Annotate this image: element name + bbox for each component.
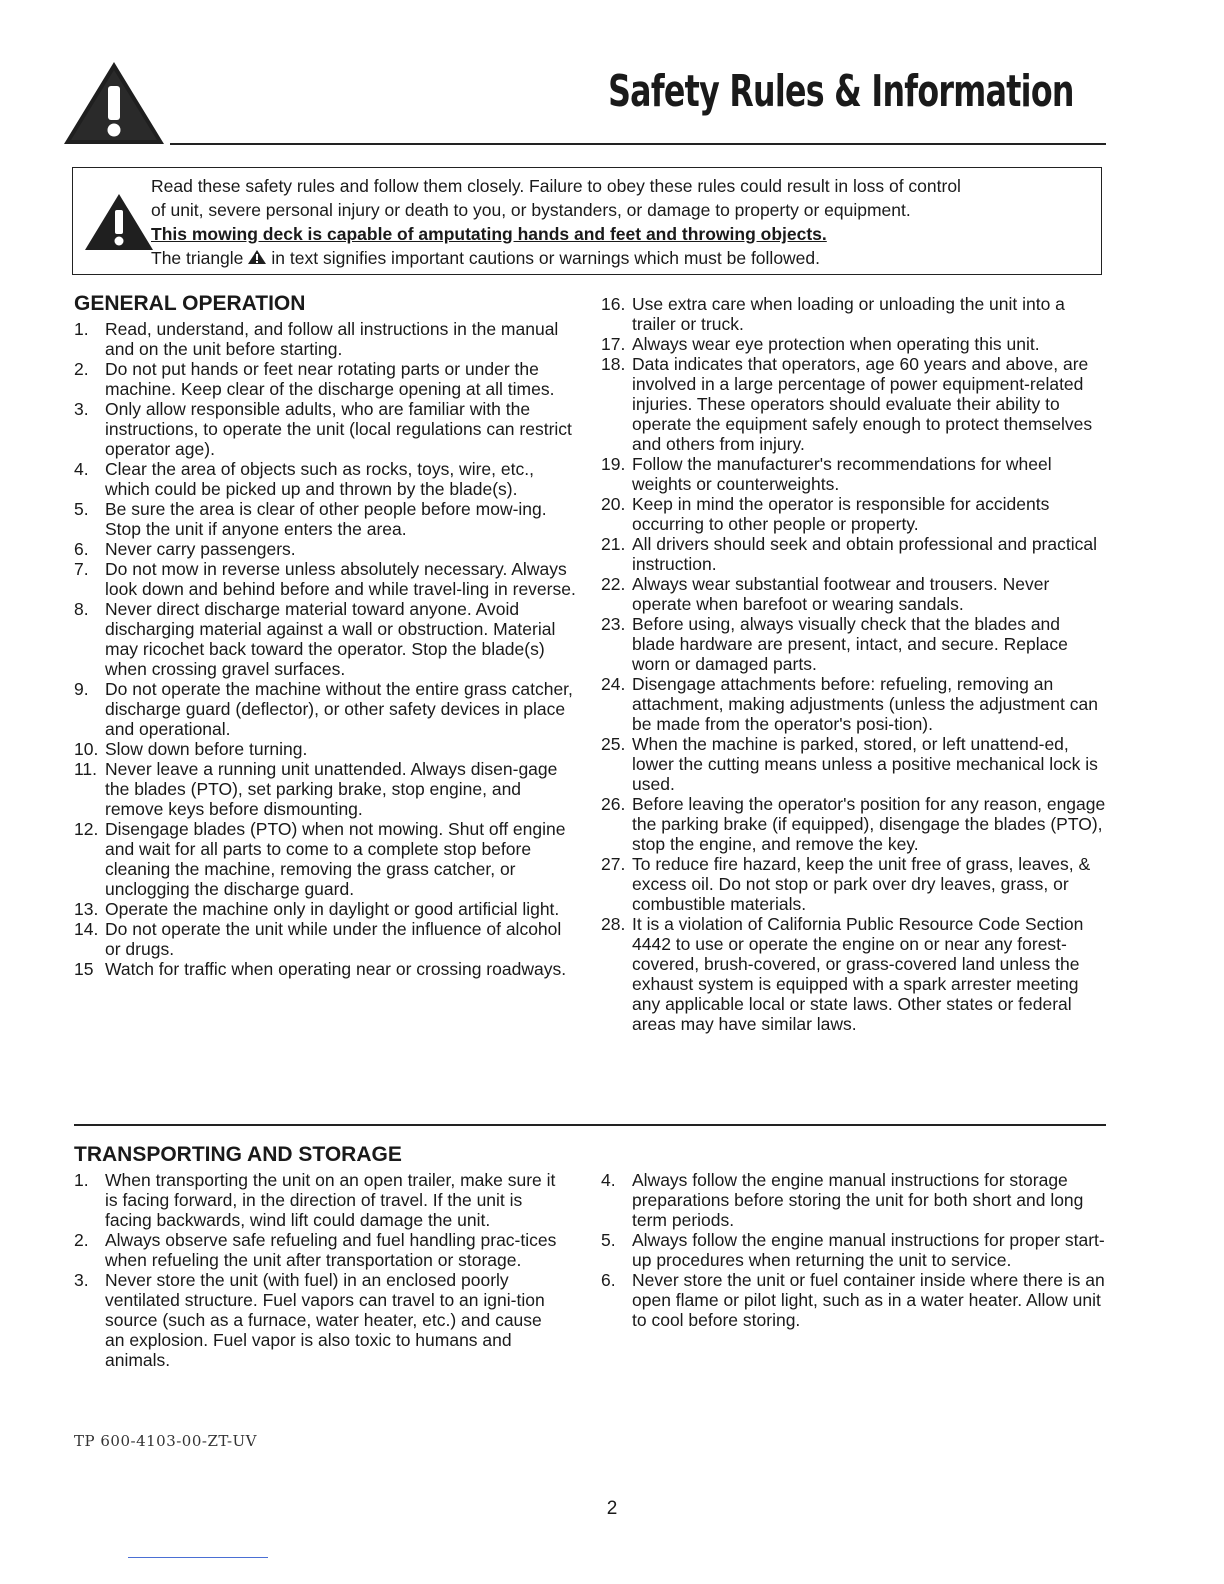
rules-list	[74, 1170, 564, 1370]
item-text: Always follow the engine manual instructions for storage preparations before storing the unit for both short and long term periods.	[632, 1170, 1084, 1230]
item-number: 22.	[601, 574, 626, 594]
item-number: 11.	[74, 759, 98, 779]
item-text: Read, understand, and follow all instructions in the manual and on the unit before starting.	[105, 319, 559, 359]
item-number: 24.	[601, 674, 626, 694]
item-number: 4.	[601, 1170, 616, 1190]
list-item	[74, 1170, 564, 1230]
item-number: 28.	[601, 914, 626, 934]
list-item	[601, 1170, 1107, 1230]
item-number: 7.	[74, 559, 89, 579]
item-text: Operate the machine only in daylight or good artificial light.	[105, 899, 560, 919]
list-item	[601, 1270, 1107, 1330]
list-item	[601, 334, 1107, 354]
triangle-legend	[151, 246, 1091, 270]
item-number: 9.	[74, 679, 89, 699]
list-item	[74, 459, 576, 499]
item-text: Do not mow in reverse unless absolutely necessary. Always look down and behind before and while travel-ling in reverse.	[105, 559, 576, 599]
transporting-storage-heading: TRANSPORTING AND STORAGE	[74, 1143, 402, 1166]
list-item	[601, 674, 1107, 734]
item-number: 25.	[601, 734, 626, 754]
list-item	[74, 819, 576, 899]
item-number: 26.	[601, 794, 626, 814]
page-title: Safety Rules & Information	[608, 66, 1074, 117]
item-text: Follow the manufacturer's recommendations for wheel weights or counterweights.	[632, 454, 1052, 494]
list-item	[601, 734, 1107, 794]
item-text: Always wear eye protection when operating this unit.	[632, 334, 1040, 354]
item-number: 14.	[74, 919, 99, 939]
rules-list	[601, 294, 1107, 1034]
amputation-warning: This mowing deck is capable of amputating hands and feet and throwing objects.	[151, 224, 827, 244]
item-text: Do not operate the unit while under the influence of alcohol or drugs.	[105, 919, 562, 959]
warning-line: of unit, severe personal injury or death to you, or bystanders, or damage to property or equipment.	[151, 200, 911, 220]
list-item	[74, 599, 576, 679]
item-text: Never store the unit or fuel container inside where there is an open flame or pilot light, such as in a water heater. Allow unit to cool before storing.	[632, 1270, 1105, 1330]
list-item	[601, 614, 1107, 674]
rules-list	[601, 1170, 1107, 1330]
item-number: 19.	[601, 454, 626, 474]
item-number: 13.	[74, 899, 99, 919]
item-text: Be sure the area is clear of other people before mow-ing. Stop the unit if anyone enters the area.	[105, 499, 547, 539]
item-text: Never store the unit (with fuel) in an enclosed poorly ventilated structure. Fuel vapors can travel to an igni-tion source (such as a furnace, water heater, etc.) and cause an explosion. Fuel vapor is also toxic to humans and animals.	[105, 1270, 545, 1370]
page-number: 2	[606, 1498, 618, 1519]
rules-list	[74, 319, 576, 979]
warning-line: Read these safety rules and follow them closely. Failure to obey these rules could result in loss of control	[151, 176, 961, 196]
item-text: Slow down before turning.	[105, 739, 308, 759]
transporting-right-column	[601, 1170, 1107, 1330]
warning-triangle-icon	[247, 249, 267, 265]
safety-warning-box	[72, 167, 1102, 275]
item-number: 2.	[74, 359, 89, 379]
item-number: 2.	[74, 1230, 89, 1250]
list-item	[74, 359, 576, 399]
link-underline	[128, 1557, 268, 1558]
list-item	[74, 899, 576, 919]
item-number: 21.	[601, 534, 626, 554]
item-number: 6.	[601, 1270, 616, 1290]
list-item	[74, 499, 576, 539]
item-number: 5.	[74, 499, 89, 519]
item-number: 12.	[74, 819, 99, 839]
item-number: 23.	[601, 614, 626, 634]
transporting-left-column	[74, 1170, 564, 1370]
item-text: When transporting the unit on an open trailer, make sure it is facing forward, in the direction of travel. If the unit is facing backwards, wind lift could damage the unit.	[105, 1170, 556, 1230]
item-text: Disengage blades (PTO) when not mowing. Shut off engine and wait for all parts to come to a complete stop before cleaning the machine, removing the grass catcher, or unclogging the discharge guard.	[105, 819, 566, 899]
item-number: 6.	[74, 539, 89, 559]
item-number: 20.	[601, 494, 626, 514]
item-text: Never leave a running unit unattended. Always disen-gage the blades (PTO), set parking brake, stop engine, and remove keys before dismounting.	[105, 759, 558, 819]
document-code: TP 600-4103-00-ZT-UV	[74, 1432, 257, 1450]
list-item	[601, 494, 1107, 534]
warning-triangle-icon	[62, 60, 166, 146]
item-number: 4.	[74, 459, 89, 479]
item-text: Before using, always visually check that the blades and blade hardware are present, intact, and secure. Replace worn or damaged parts.	[632, 614, 1068, 674]
item-text: Never direct discharge material toward anyone. Avoid discharging material against a wall or obstruction. Material may ricochet back toward the operator. Stop the blade(s) when crossing gravel surfaces.	[105, 599, 556, 679]
list-item	[601, 794, 1107, 854]
list-item	[601, 574, 1107, 614]
item-text: Keep in mind the operator is responsible for accidents occurring to other people or property.	[632, 494, 1050, 534]
header-rule	[170, 143, 1106, 145]
item-number: 27.	[601, 854, 626, 874]
item-number: 1.	[74, 1170, 89, 1190]
list-item	[601, 294, 1107, 334]
item-number: 10.	[74, 739, 99, 759]
list-item	[74, 559, 576, 599]
triangle-legend-before: The triangle	[151, 248, 244, 268]
item-number: 17.	[601, 334, 626, 354]
general-operation-heading: GENERAL OPERATION	[74, 292, 306, 315]
warning-text	[151, 174, 1091, 270]
list-item	[74, 539, 576, 559]
list-item	[601, 1230, 1107, 1270]
list-item	[74, 759, 576, 819]
item-text: Only allow responsible adults, who are familiar with the instructions, to operate the unit (local regulations can restrict operator age).	[105, 399, 572, 459]
list-item	[74, 919, 576, 959]
item-number: 5.	[601, 1230, 616, 1250]
item-text: Clear the area of objects such as rocks, toys, wire, etc., which could be picked up and thrown by the blade(s).	[105, 459, 534, 499]
list-item	[601, 534, 1107, 574]
list-item	[74, 1230, 564, 1270]
item-text: Always observe safe refueling and fuel handling prac-tices when refueling the unit after transportation or storage.	[105, 1230, 557, 1270]
triangle-legend-after: in text signifies important cautions or warnings which must be followed.	[271, 248, 821, 268]
item-number: 8.	[74, 599, 89, 619]
item-text: Use extra care when loading or unloading the unit into a trailer or truck.	[632, 294, 1065, 334]
item-number: 3.	[74, 1270, 89, 1290]
item-text: Before leaving the operator's position for any reason, engage the parking brake (if equipped), disengage the blades (PTO), stop the engine, and remove the key.	[632, 794, 1106, 854]
item-text: All drivers should seek and obtain professional and practical instruction.	[632, 534, 1097, 574]
item-text: When the machine is parked, stored, or left unattend-ed, lower the cutting means unless a positive mechanical lock is used.	[632, 734, 1098, 794]
list-item	[74, 959, 576, 979]
general-operation-right-column	[601, 294, 1107, 1034]
item-number: 15	[74, 959, 94, 979]
list-item	[601, 454, 1107, 494]
item-text: To reduce fire hazard, keep the unit free of grass, leaves, & excess oil. Do not stop or park over dry leaves, grass, or combustible materials.	[632, 854, 1091, 914]
item-text: Never carry passengers.	[105, 539, 296, 559]
item-text: Do not operate the machine without the entire grass catcher, discharge guard (deflector), or other safety devices in place and operational.	[105, 679, 573, 739]
list-item	[74, 399, 576, 459]
item-number: 16.	[601, 294, 626, 314]
item-number: 3.	[74, 399, 89, 419]
general-operation-left-column	[74, 319, 576, 979]
item-number: 18.	[601, 354, 626, 374]
list-item	[74, 679, 576, 739]
list-item	[601, 354, 1107, 454]
warning-triangle-icon	[83, 192, 155, 252]
item-text: It is a violation of California Public Resource Code Section 4442 to use or operate the engine on or near any forest-covered, brush-covered, or grass-covered land unless the exhaust system is equipped with a spark arrester meeting any applicable local or state laws. Other states or federal areas may have similar laws.	[632, 914, 1084, 1034]
list-item	[74, 1270, 564, 1370]
list-item	[74, 739, 576, 759]
item-text: Always follow the engine manual instructions for proper start-up procedures when returning the unit to service.	[632, 1230, 1105, 1270]
list-item	[601, 914, 1107, 1034]
item-text: Disengage attachments before: refueling, removing an attachment, making adjustments (unless the adjustment can be made from the operator's posi-tion).	[632, 674, 1098, 734]
section-divider	[74, 1124, 1106, 1126]
item-text: Do not put hands or feet near rotating parts or under the machine. Keep clear of the discharge opening at all times.	[105, 359, 555, 399]
list-item	[601, 854, 1107, 914]
item-text: Watch for traffic when operating near or crossing roadways.	[105, 959, 567, 979]
item-number: 1.	[74, 319, 89, 339]
item-text: Data indicates that operators, age 60 years and above, are involved in a large percentage of power equipment-related injuries. These operators should evaluate their ability to operate the equipment safely enough to protect themselves and others from injury.	[632, 354, 1093, 454]
item-text: Always wear substantial footwear and trousers. Never operate when barefoot or wearing sandals.	[632, 574, 1050, 614]
list-item	[74, 319, 576, 359]
